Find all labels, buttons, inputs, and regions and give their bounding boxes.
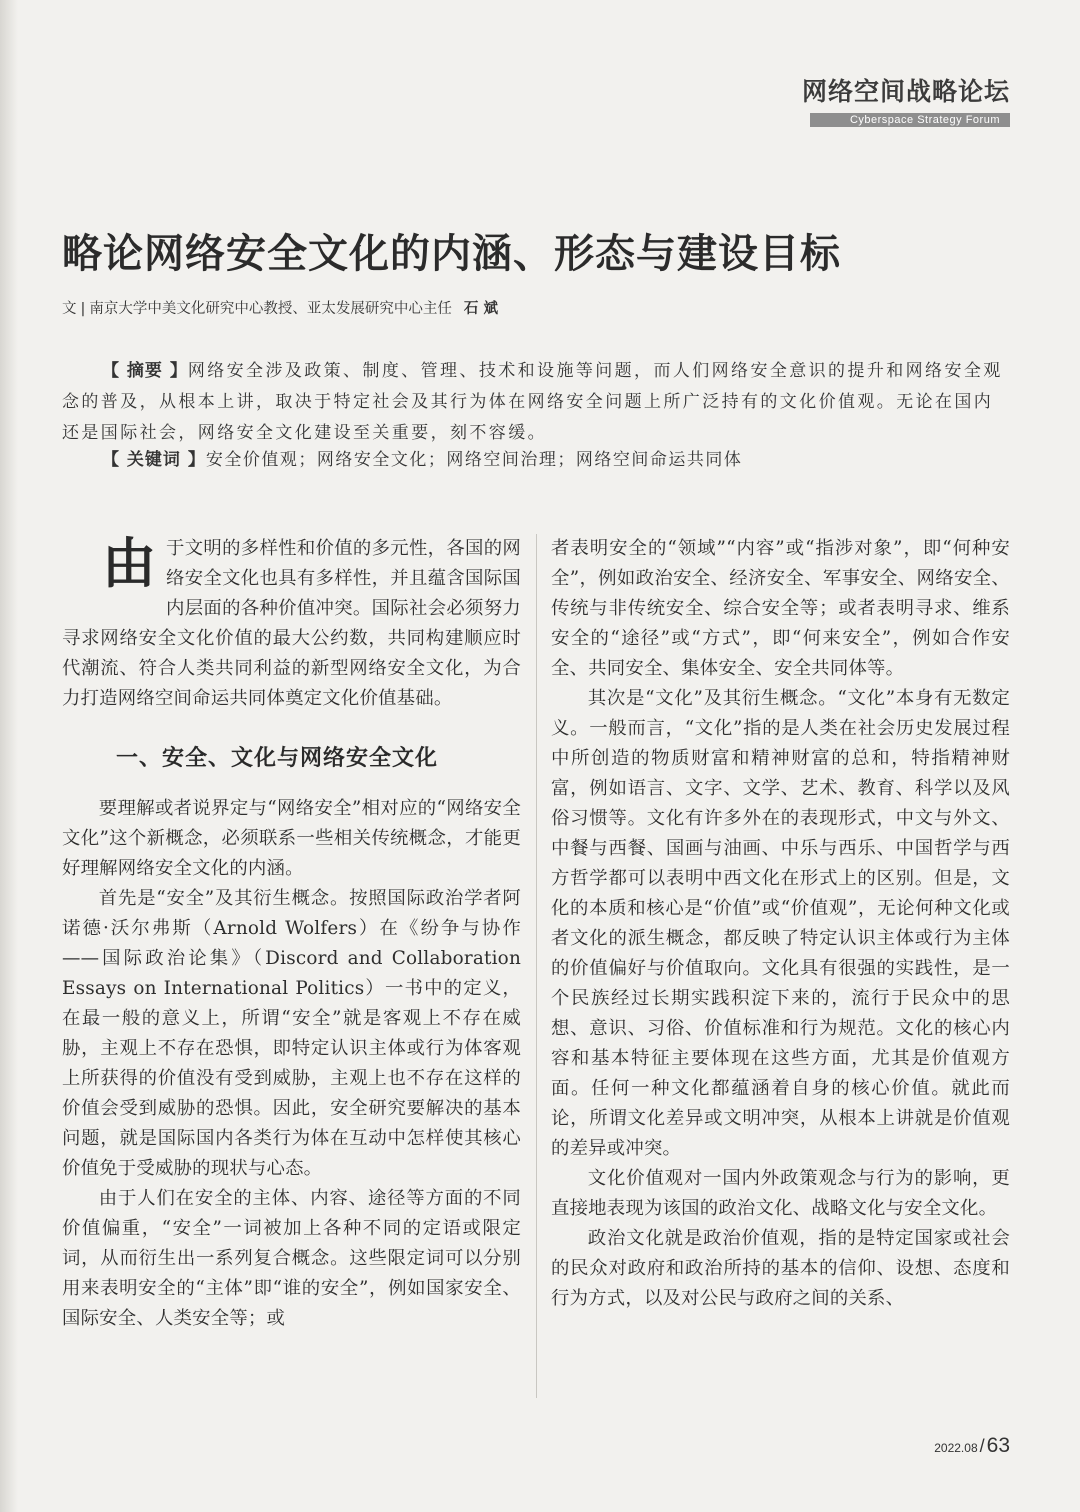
intro-paragraph xyxy=(62,534,521,714)
column-divider xyxy=(536,534,537,1398)
folio-separator: / xyxy=(979,1436,985,1456)
body-paragraph-continued: 者表明安全的“领域”“内容”或“指涉对象”，即“何种安全”，例如政治安全、经济安全、军事安全、网络安全、传统与非传统安全、综合安全等；或者表明寻求、维系安全的“途径”或“方式”，即“何来安全”，例如合作安全、共同安全、集体安全、安全共同体等。 xyxy=(551,538,1010,679)
body-paragraph: 文化价值观对一国内外政策观念与行为的影响，更直接地表现为该国的政治文化、战略文化与安全文化。 xyxy=(551,1168,1010,1219)
column-title: 网络空间战略论坛 xyxy=(801,77,1010,106)
issue-date: 2022.08 xyxy=(934,1441,978,1455)
body-paragraph: 要理解或者说界定与“网络安全”相对应的“网络安全文化”这个新概念，必须联系一些相关传统概念，才能更好理解网络安全文化的内涵。 xyxy=(62,798,521,879)
running-header xyxy=(802,72,1010,127)
intro-text: 于文明的多样性和价值的多元性，各国的网络安全文化也具有多样性，并且蕴含国际国内层面的各种价值冲突。国际社会必须努力寻求网络安全文化价值的最大公约数，共同构建顺应时代潮流、符合人类共同利益的新型网络安全文化，为合力打造网络空间命运共同体奠定文化价值基础。 xyxy=(62,538,521,709)
keywords-label: 【 关键词 】 xyxy=(102,450,206,470)
author-affiliation: 南京大学中美文化研究中心教授、亚太发展研究中心主任 xyxy=(89,301,452,317)
section-heading: 一、安全、文化与网络安全文化 xyxy=(116,746,439,771)
byline xyxy=(62,297,498,318)
body-paragraph: 政治文化就是政治价值观，指的是特定国家或社会的民众对政府和政治所持的基本的信仰、设想、态度和行为方式，以及对公民与政府之间的关系、 xyxy=(551,1228,1010,1309)
byline-separator: | xyxy=(80,301,86,317)
byline-prefix: 文 xyxy=(62,301,77,317)
body-column-right xyxy=(551,534,1010,1314)
abstract-text: 网络安全涉及政策、制度、管理、技术和设施等问题，而人们网络安全意识的提升和网络安全观念的普及，从根本上讲，取决于特定社会及其行为体在网络安全问题上所广泛持有的文化价值观。无论在国内还是国际社会，网络安全文化建设至关重要，刻不容缓。 xyxy=(62,361,1003,443)
body-paragraph: 首先是“安全”及其衍生概念。按照国际政治学者阿诺德·沃尔弗斯（Arnold Wolfers）在《纷争与协作——国际政治论集》（Discord and Collaboration Essays on International Politics）一书中的定义，在最一般的意义上，所谓“安全”就是客观上不存在威胁，主观上不存在恐惧，即特定认识主体或行为体客观上所获得的价值没有受到威胁，主观上也不存在这样的价值会受到威胁的恐惧。因此，安全研究要解决的基本问题，就是国际国内各类行为体在互动中怎样使其核心价值免于受威胁的现状与心态。 xyxy=(62,888,521,1179)
abstract-label: 【 摘要 】 xyxy=(102,361,188,381)
keywords xyxy=(62,446,1012,474)
keywords-text: 安全价值观；网络安全文化；网络空间治理；网络空间命运共同体 xyxy=(205,450,743,470)
abstract xyxy=(62,356,1012,449)
page-number: 63 xyxy=(986,1434,1010,1457)
body-column-left xyxy=(62,534,521,1334)
drop-cap: 由 xyxy=(102,532,157,595)
page-gutter-shadow xyxy=(0,0,18,1512)
column-subtitle: Cyberspace Strategy Forum xyxy=(810,113,1010,127)
body-paragraph: 由于人们在安全的主体、内容、途径等方面的不同价值偏重，“安全”一词被加上各种不同的定语或限定词，从而衍生出一系列复合概念。这些限定词可以分别用来表明安全的“主体”即“谁的安全”，例如国家安全、国际安全、人类安全等；或 xyxy=(62,1188,521,1329)
article-title: 略论网络安全文化的内涵、形态与建设目标 xyxy=(62,231,841,277)
body-paragraph: 其次是“文化”及其衍生概念。“文化”本身有无数定义。一般而言，“文化”指的是人类在社会历史发展过程中所创造的物质财富和精神财富的总和，特指精神财富，例如语言、文字、文学、艺术、教育、科学以及风俗习惯等。文化有许多外在的表现形式，中文与外文、中餐与西餐、国画与油画、中乐与西乐、中国哲学与西方哲学都可以表明中西文化在形式上的区别。但是，文化的本质和核心是“价值”或“价值观”，无论何种文化或者文化的派生概念，都反映了特定认识主体或行为主体的价值偏好与价值取向。文化具有很强的实践性，是一个民族经过长期实践积淀下来的，流行于民众中的思想、意识、习俗、价值标准和行为规范。文化的核心内容和基本特征主要体现在这些方面，尤其是价值观方面。任何一种文化都蕴涵着自身的核心价值。就此而论，所谓文化差异或文明冲突，从根本上讲就是价值观的差异或冲突。 xyxy=(551,688,1010,1159)
page-folio xyxy=(934,1434,1010,1458)
author-name: 石 斌 xyxy=(463,301,498,317)
